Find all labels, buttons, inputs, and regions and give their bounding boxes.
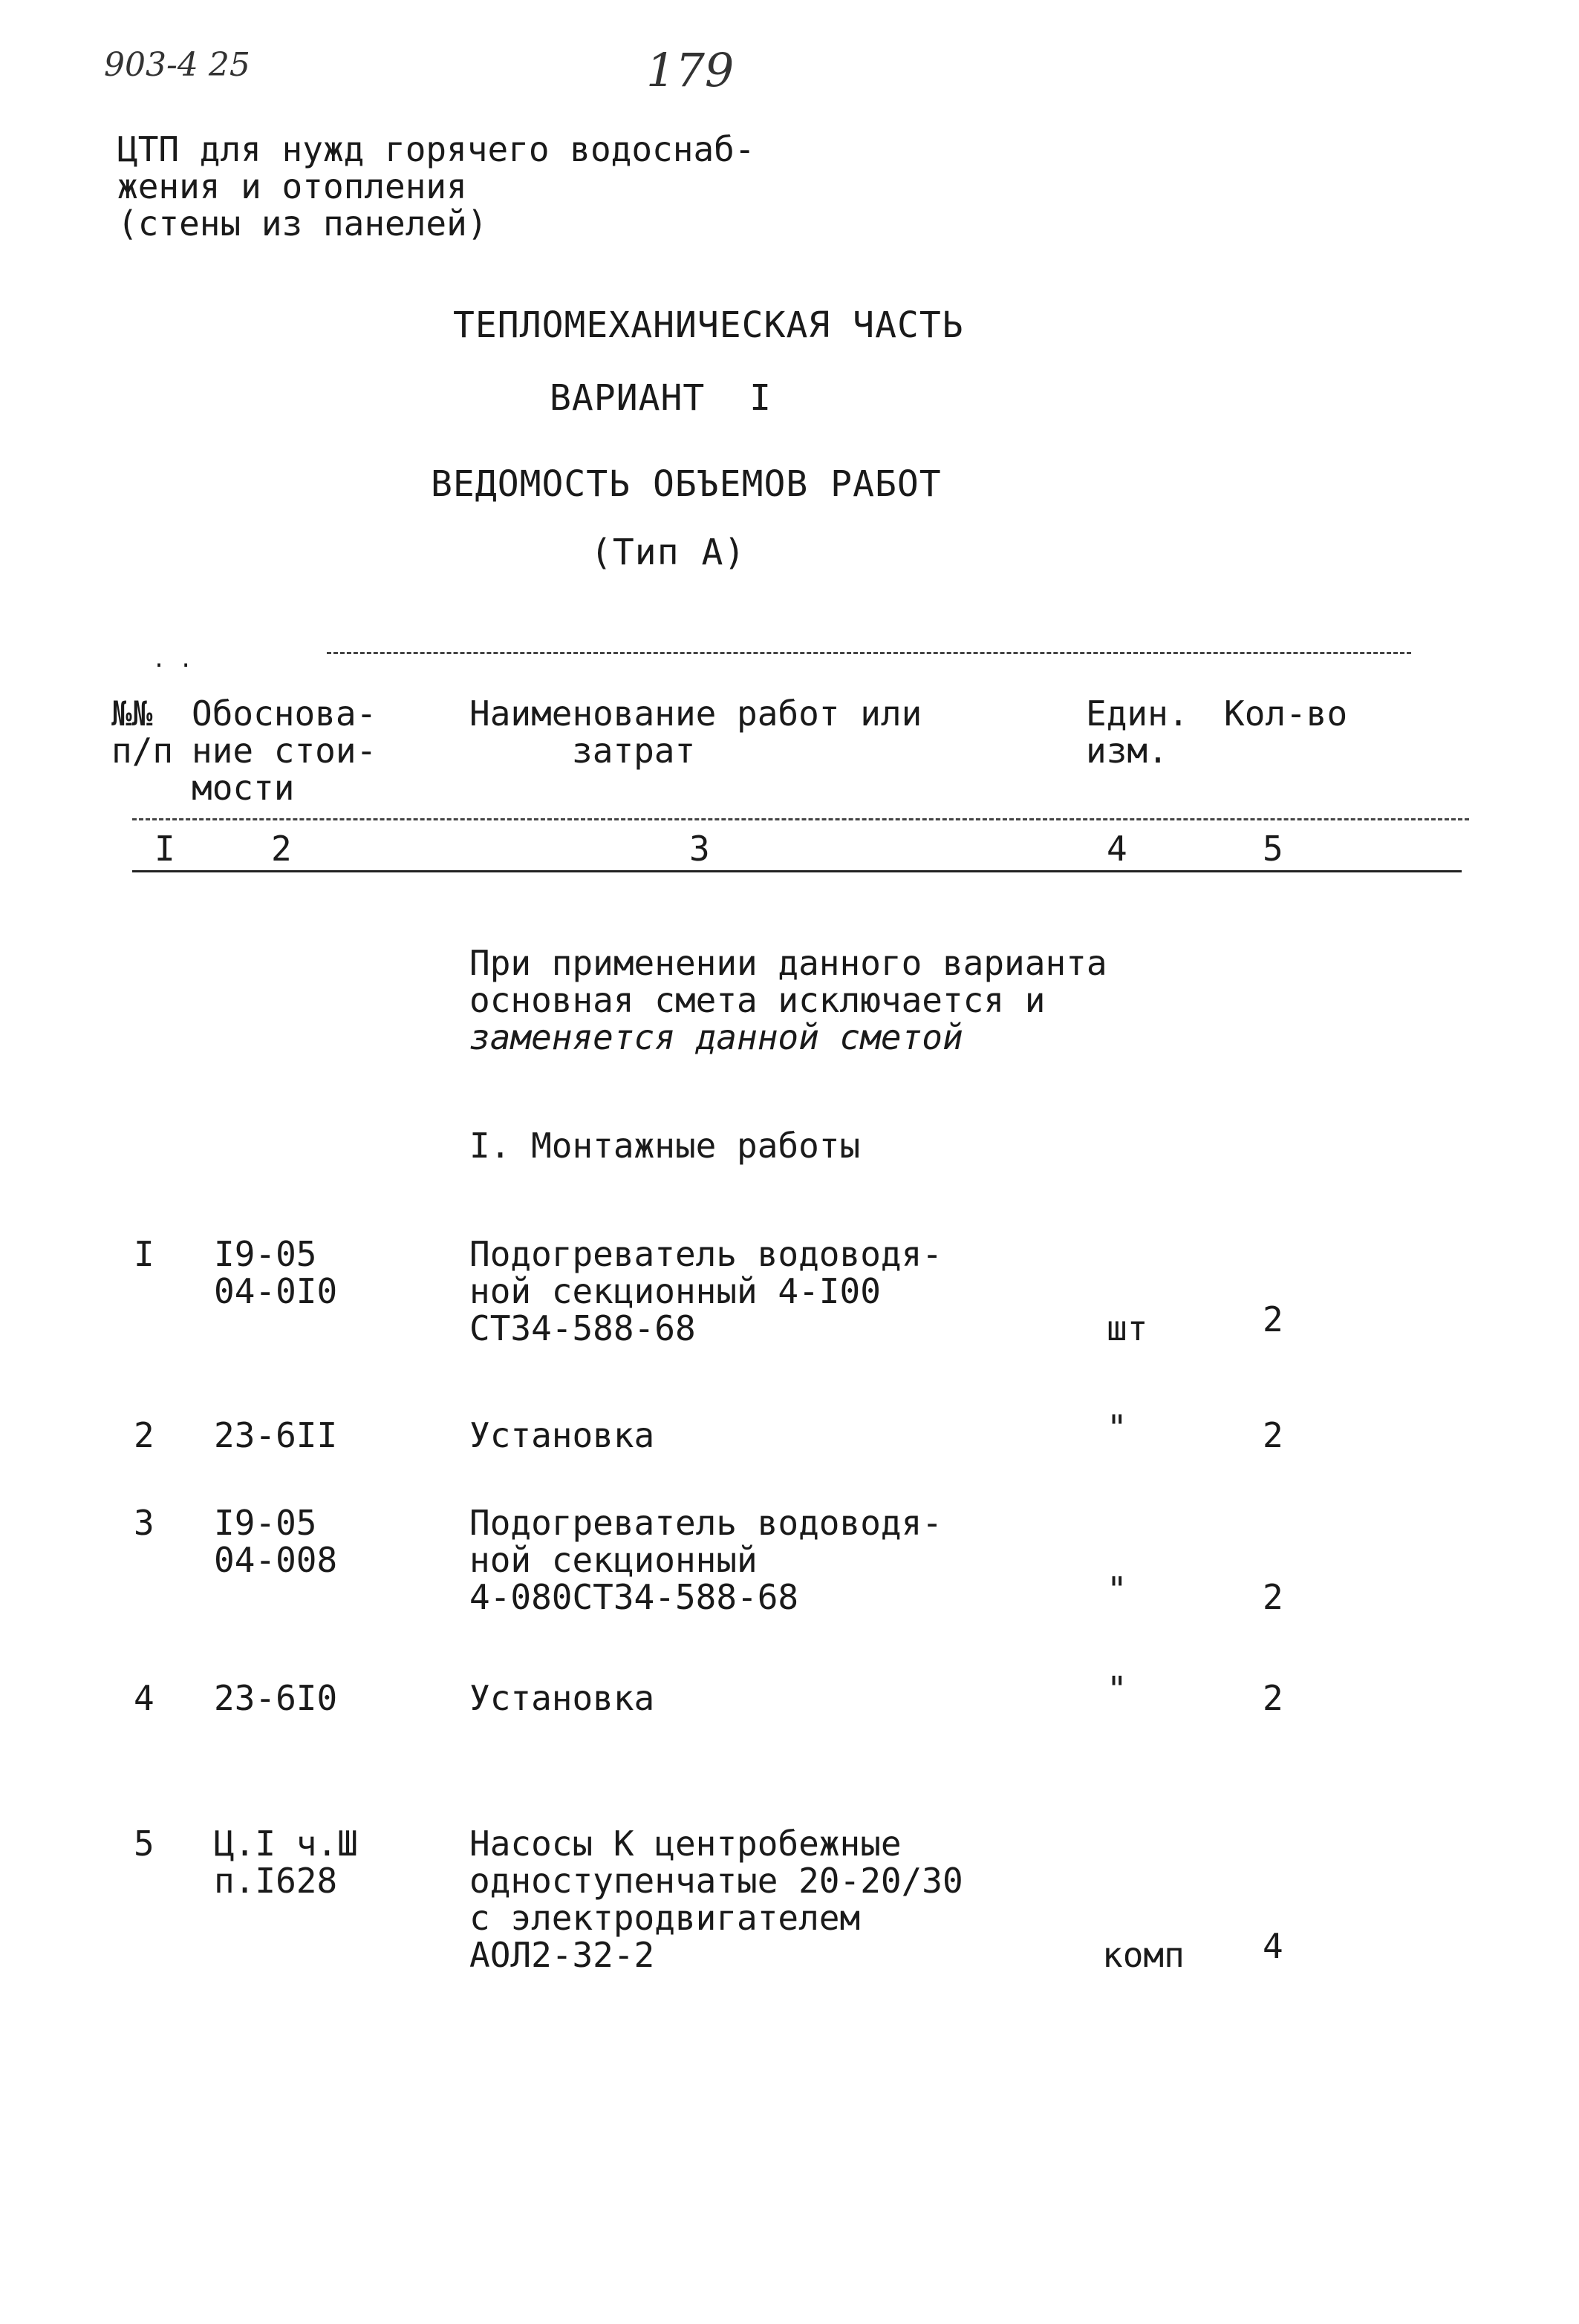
row-basis-line-2: 04-008 (214, 1540, 338, 1580)
row-basis-line-2: п.I628 (214, 1861, 338, 1901)
row-unit: комп (1102, 1935, 1185, 1975)
header-qty-line-1: Кол-во (1224, 693, 1348, 734)
note-line-2: основная смета исключается и (469, 980, 1046, 1020)
column-number-5: 5 (1263, 829, 1283, 869)
page-number: 179 (646, 43, 735, 97)
row-qty: 2 (1263, 1577, 1283, 1617)
row-name-line-2: ной секционный (469, 1540, 758, 1580)
row-basis-line-2: 04-0I0 (214, 1271, 338, 1311)
row-unit: " (1107, 1408, 1127, 1448)
header-name-line-1: Наименование работ или (469, 693, 922, 734)
header-unit-line-1: Един. (1086, 693, 1189, 734)
header-basis-line-2: ние стои- (192, 731, 377, 771)
header-num-line-2: п/п (111, 731, 174, 771)
row-qty: 2 (1263, 1678, 1283, 1718)
row-name-line-2: ной секционный 4-I00 (469, 1271, 881, 1311)
column-number-4: 4 (1107, 829, 1127, 869)
row-basis-line-1: 23-6II (214, 1415, 338, 1455)
column-number-2: 2 (271, 829, 292, 869)
row-basis-line-1: I9-05 (214, 1234, 317, 1274)
project-title-line-2: жения и отопления (117, 166, 467, 206)
row-name-line-3: СТ34-588-68 (469, 1308, 696, 1348)
row-name-line-4: АОЛ2-32-2 (469, 1935, 655, 1975)
header-bottom-rule (132, 818, 1469, 820)
header-basis-line-1: Обоснова- (192, 693, 377, 734)
type-title: (Тип А) (590, 532, 746, 573)
row-number: 3 (134, 1503, 154, 1543)
row-name-line-1: Подогреватель водоводя- (469, 1234, 942, 1274)
row-name-line-1: Подогреватель водоводя- (469, 1503, 942, 1543)
header-num-line-1: №№ (111, 693, 153, 734)
row-number: I (134, 1234, 154, 1274)
archive-number: 903-4 25 (104, 46, 250, 84)
row-name-line-3: с электродвигателем (469, 1898, 861, 1938)
table-top-rule-dots: . . (152, 647, 193, 673)
row-qty: 2 (1263, 1299, 1283, 1339)
column-numbers-rule (132, 870, 1462, 872)
row-number: 2 (134, 1415, 154, 1455)
row-qty: 4 (1263, 1926, 1283, 1966)
table-top-rule (327, 652, 1411, 654)
project-title-line-3: (стены из панелей) (117, 203, 488, 244)
column-number-3: 3 (689, 829, 710, 869)
row-basis-line-1: 23-6I0 (214, 1678, 338, 1718)
section-title: ТЕПЛОМЕХАНИЧЕСКАЯ ЧАСТЬ (453, 304, 964, 346)
row-name-line-1: Установка (469, 1415, 655, 1455)
row-name-line-3: 4-080СТ34-588-68 (469, 1577, 799, 1617)
row-unit: " (1107, 1570, 1127, 1610)
row-unit: шт (1107, 1308, 1148, 1348)
statement-title: ВЕДОМОСТЬ ОБЪЕМОВ РАБОТ (431, 463, 942, 505)
header-name-line-2: затрат (572, 731, 696, 771)
row-qty: 2 (1263, 1415, 1283, 1455)
row-name-line-2: одноступенчатые 20-20/30 (469, 1861, 963, 1901)
row-basis-line-1: I9-05 (214, 1503, 317, 1543)
column-number-1: I (154, 829, 175, 869)
header-unit-line-2: изм. (1086, 731, 1168, 771)
note-line-1: При применении данного варианта (469, 943, 1107, 983)
variant-title: ВАРИАНТ I (550, 377, 772, 419)
header-basis-line-3: мости (192, 768, 295, 808)
row-number: 5 (134, 1824, 154, 1864)
note-line-3: заменяется данной сметой (469, 1017, 963, 1057)
row-name-line-1: Установка (469, 1678, 655, 1718)
row-name-line-1: Насосы К центробежные (469, 1824, 902, 1864)
row-number: 4 (134, 1678, 154, 1718)
row-basis-line-1: Ц.I ч.Ш (214, 1824, 358, 1864)
section-heading-installation: I. Монтажные работы (469, 1126, 861, 1166)
row-unit: " (1107, 1669, 1127, 1709)
project-title-line-1: ЦТП для нужд горячего водоснаб- (117, 129, 755, 169)
